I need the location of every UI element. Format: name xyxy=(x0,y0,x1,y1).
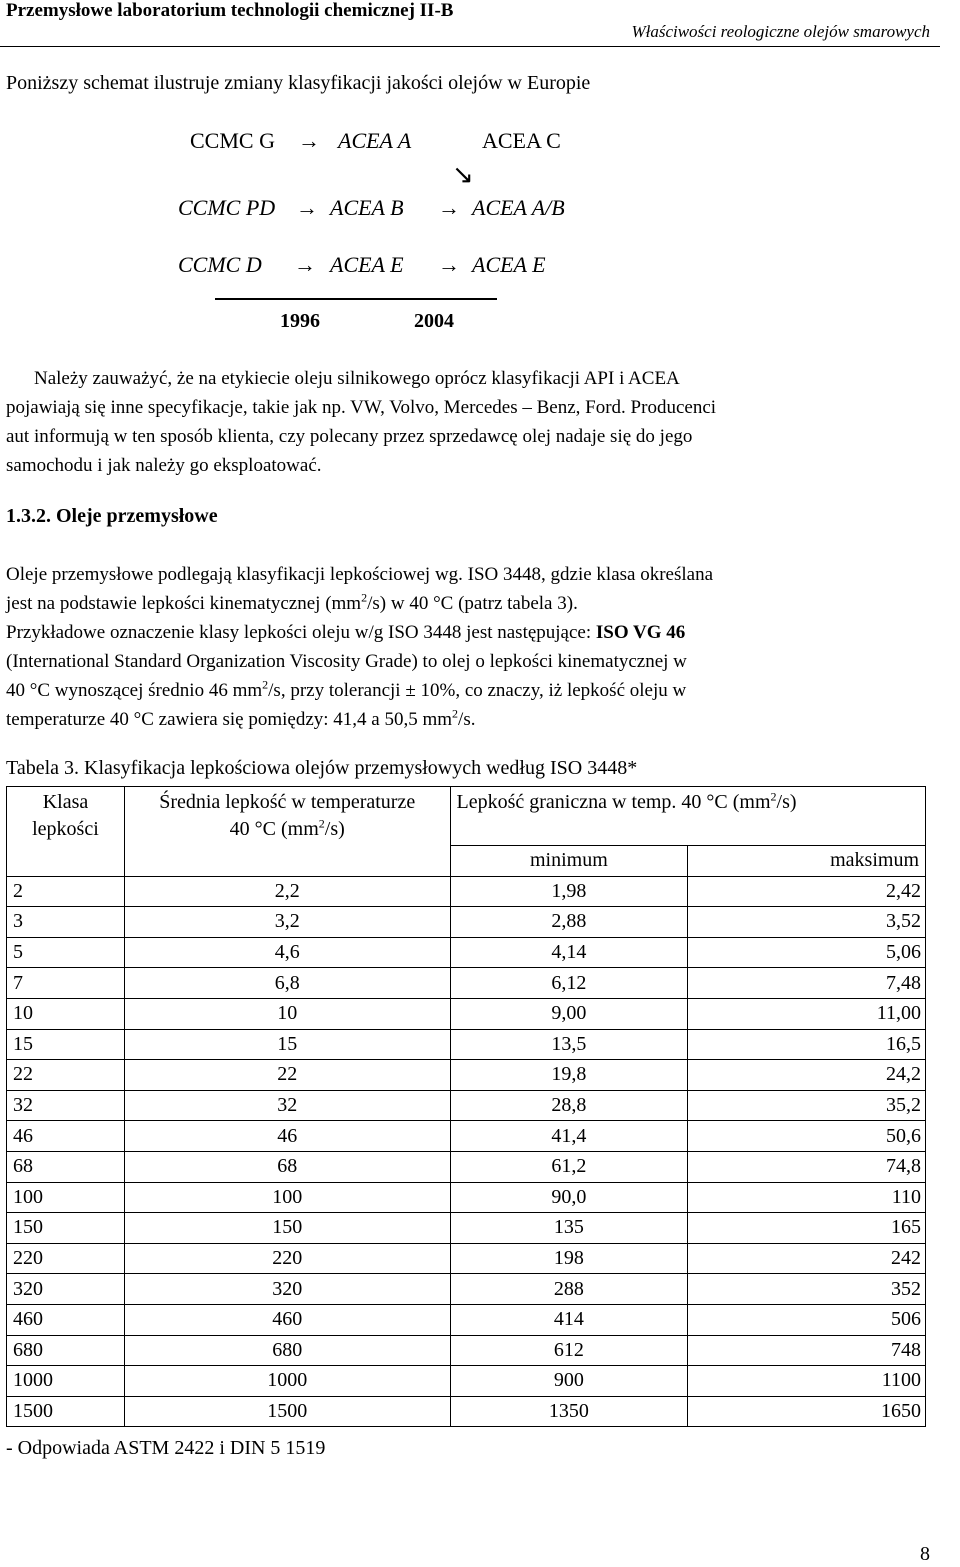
table-header-row xyxy=(7,787,926,846)
timeline-rule xyxy=(215,298,497,300)
scheme-row2-c: ACEA A/B xyxy=(472,195,565,220)
cell-class: 680 xyxy=(7,1335,125,1366)
cell-average: 220 xyxy=(124,1243,450,1274)
cell-average: 22 xyxy=(124,1060,450,1091)
running-header-title: Przemysłowe laboratorium technologii chemicznej II-B xyxy=(6,0,454,21)
cell-maximum: 7,48 xyxy=(688,968,926,999)
scheme-row3-a: CCMC D xyxy=(178,252,262,277)
cell-class: 46 xyxy=(7,1121,125,1152)
scheme-arrow-icon: → xyxy=(438,252,460,277)
page-number: 8 xyxy=(920,1543,930,1565)
cell-minimum: 4,14 xyxy=(450,937,688,968)
cell-class: 5 xyxy=(7,937,125,968)
table-row xyxy=(7,1182,926,1213)
paragraph-line: jest na podstawie lepkości kinematycznej $(mm^2/s)$ w 40 °C (patrz tabela 3). xyxy=(6,590,578,614)
table-row xyxy=(7,876,926,907)
cell-maximum: 35,2 xyxy=(688,1090,926,1121)
scheme-arrow-icon: → xyxy=(296,195,318,220)
scheme-row1-c: ACEA C xyxy=(482,128,561,153)
cell-class: 10 xyxy=(7,998,125,1029)
cell-average: 2,2 xyxy=(124,876,450,907)
cell-class: 150 xyxy=(7,1213,125,1244)
cell-minimum: 1350 xyxy=(450,1396,688,1427)
cell-maximum: 110 xyxy=(688,1182,926,1213)
table-row xyxy=(7,1029,926,1060)
cell-minimum: 90,0 xyxy=(450,1182,688,1213)
cell-minimum: 2,88 xyxy=(450,907,688,938)
header-average: Średnia lepkość w temperaturze 40 °C $(mm^2/s)$ xyxy=(124,787,450,877)
cell-class: 460 xyxy=(7,1304,125,1335)
cell-maximum: 24,2 xyxy=(688,1060,926,1091)
cell-class: 32 xyxy=(7,1090,125,1121)
cell-class: 22 xyxy=(7,1060,125,1091)
cell-maximum: 1100 xyxy=(688,1366,926,1397)
table-row xyxy=(7,937,926,968)
running-header-subtitle: Właściwości reologiczne olejów smarowych xyxy=(631,22,930,41)
cell-minimum: 288 xyxy=(450,1274,688,1305)
cell-class: 320 xyxy=(7,1274,125,1305)
table-row xyxy=(7,1396,926,1427)
cell-class: 2 xyxy=(7,876,125,907)
table-row xyxy=(7,907,926,938)
cell-average: 460 xyxy=(124,1304,450,1335)
cell-minimum: 612 xyxy=(450,1335,688,1366)
table-row xyxy=(7,1335,926,1366)
cell-maximum: 2,42 xyxy=(688,876,926,907)
table-row xyxy=(7,1274,926,1305)
header-minimum: minimum xyxy=(450,846,688,877)
cell-maximum: 748 xyxy=(688,1335,926,1366)
cell-maximum: 50,6 xyxy=(688,1121,926,1152)
paragraph-line: 40 °C wynoszącej średnio 46 $mm^2/s$, przy tolerancji ± 10%, co znaczy, iż lepkość oleju w xyxy=(6,677,687,701)
table-row xyxy=(7,1243,926,1274)
cell-average: 46 xyxy=(124,1121,450,1152)
table-caption: Tabela 3. Klasyfikacja lepkościowa olejów przemysłowych według ISO 3448* xyxy=(6,757,638,779)
table-row xyxy=(7,1213,926,1244)
cell-minimum: 1,98 xyxy=(450,876,688,907)
cell-average: 32 xyxy=(124,1090,450,1121)
table-row xyxy=(7,1060,926,1091)
cell-minimum: 6,12 xyxy=(450,968,688,999)
cell-average: 3,2 xyxy=(124,907,450,938)
cell-class: 3 xyxy=(7,907,125,938)
table-row xyxy=(7,998,926,1029)
cell-maximum: 1650 xyxy=(688,1396,926,1427)
scheme-row2-b: ACEA B xyxy=(330,195,404,220)
classification-scheme xyxy=(0,0,960,360)
cell-class: 1500 xyxy=(7,1396,125,1427)
scheme-arrow-icon: → xyxy=(298,128,320,153)
cell-maximum: 16,5 xyxy=(688,1029,926,1060)
cell-maximum: 352 xyxy=(688,1274,926,1305)
paragraph-line: aut informują w ten sposób klienta, czy polecany przez sprzedawcę olej nadaje się do jego xyxy=(6,426,693,447)
iso-vg-example: ISO VG 46 xyxy=(595,622,686,643)
table-row xyxy=(7,968,926,999)
paragraph-line: Oleje przemysłowe podlegają klasyfikacji lepkościowej wg. ISO 3448, gdzie klasa określana xyxy=(6,564,714,585)
scheme-row1-a: CCMC G xyxy=(190,128,275,153)
table-row xyxy=(7,1366,926,1397)
cell-average: 1500 xyxy=(124,1396,450,1427)
cell-maximum: 11,00 xyxy=(688,998,926,1029)
scheme-year-1996: 1996 xyxy=(280,310,320,332)
cell-class: 100 xyxy=(7,1182,125,1213)
scheme-diagonal-arrow-icon: ↘ xyxy=(452,160,474,189)
cell-minimum: 13,5 xyxy=(450,1029,688,1060)
scheme-row3-b: ACEA E xyxy=(330,252,404,277)
cell-minimum: 28,8 xyxy=(450,1090,688,1121)
paragraph-line: temperaturze 40 °C zawiera się pomiędzy: 41,4 a 50,5 $mm^2/s$. xyxy=(6,706,476,730)
header-limit: Lepkość graniczna w temp. 40 °C $(mm^2/s)$ xyxy=(450,787,925,846)
paragraph-labels xyxy=(6,364,932,480)
cell-average: 680 xyxy=(124,1335,450,1366)
paragraph-line: pojawiają się inne specyfikacje, takie jak np. VW, Volvo, Mercedes – Benz, Ford. Producenci xyxy=(6,397,717,418)
header-maximum: maksimum xyxy=(688,846,926,877)
table-row xyxy=(7,1304,926,1335)
scheme-year-2004: 2004 xyxy=(414,310,454,332)
table-row xyxy=(7,1151,926,1182)
cell-class: 68 xyxy=(7,1151,125,1182)
cell-maximum: 506 xyxy=(688,1304,926,1335)
cell-average: 100 xyxy=(124,1182,450,1213)
cell-maximum: 3,52 xyxy=(688,907,926,938)
table-row xyxy=(7,1090,926,1121)
intro-text: Poniższy schemat ilustruje zmiany klasyfikacji jakości olejów w Europie xyxy=(6,72,591,94)
cell-average: 68 xyxy=(124,1151,450,1182)
cell-minimum: 9,00 xyxy=(450,998,688,1029)
cell-average: 1000 xyxy=(124,1366,450,1397)
table-footnote: - Odpowiada ASTM 2422 i DIN 5 1519 xyxy=(6,1437,326,1459)
viscosity-table xyxy=(6,786,926,1427)
cell-average: 6,8 xyxy=(124,968,450,999)
cell-maximum: 165 xyxy=(688,1213,926,1244)
paragraph-line: Przykładowe oznaczenie klasy lepkości oleju w/g ISO 3448 jest następujące: ISO VG 46 xyxy=(6,622,686,643)
scheme-arrow-icon: → xyxy=(294,252,316,277)
scheme-row2-a: CCMC PD xyxy=(178,195,276,220)
cell-minimum: 135 xyxy=(450,1213,688,1244)
paragraph-line: samochodu i jak należy go eksploatować. xyxy=(6,455,322,476)
cell-minimum: 900 xyxy=(450,1366,688,1397)
cell-average: 320 xyxy=(124,1274,450,1305)
cell-average: 150 xyxy=(124,1213,450,1244)
cell-minimum: 41,4 xyxy=(450,1121,688,1152)
cell-class: 220 xyxy=(7,1243,125,1274)
section-heading: 1.3.2. Oleje przemysłowe xyxy=(6,505,218,527)
cell-maximum: 5,06 xyxy=(688,937,926,968)
header-class: Klasa lepkości xyxy=(7,787,125,877)
scheme-arrow-icon: → xyxy=(438,195,460,220)
cell-minimum: 414 xyxy=(450,1304,688,1335)
cell-minimum: 198 xyxy=(450,1243,688,1274)
paragraph-industrial-oils xyxy=(6,560,932,734)
cell-maximum: 74,8 xyxy=(688,1151,926,1182)
cell-class: 1000 xyxy=(7,1366,125,1397)
cell-class: 7 xyxy=(7,968,125,999)
cell-minimum: 19,8 xyxy=(450,1060,688,1091)
scheme-row3-c: ACEA E xyxy=(472,252,546,277)
paragraph-line: (International Standard Organization Viscosity Grade) to olej o lepkości kinematycznej w xyxy=(6,651,687,672)
cell-average: 15 xyxy=(124,1029,450,1060)
scheme-row1-b: ACEA A xyxy=(338,128,412,153)
cell-class: 15 xyxy=(7,1029,125,1060)
cell-maximum: 242 xyxy=(688,1243,926,1274)
cell-average: 10 xyxy=(124,998,450,1029)
cell-minimum: 61,2 xyxy=(450,1151,688,1182)
table-row xyxy=(7,1121,926,1152)
paragraph-line: Należy zauważyć, że na etykiecie oleju silnikowego oprócz klasyfikacji API i ACEA xyxy=(34,368,680,389)
cell-average: 4,6 xyxy=(124,937,450,968)
